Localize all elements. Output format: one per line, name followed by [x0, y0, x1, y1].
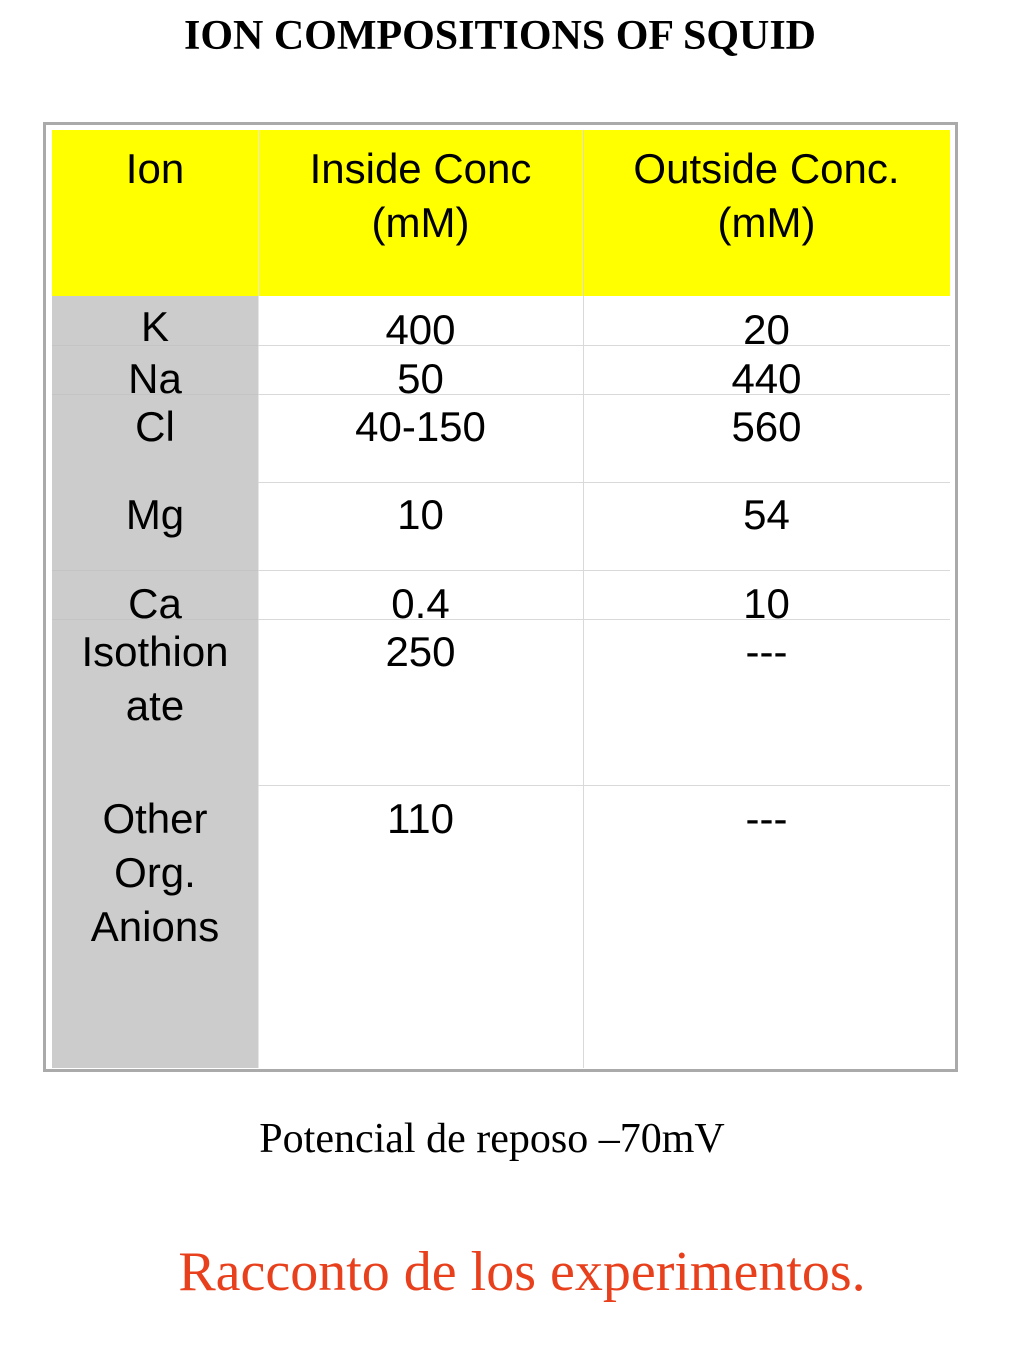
grid-line — [52, 394, 258, 395]
cell-ion: Cl — [135, 403, 175, 450]
cell-ion: Other Org. Anions — [90, 795, 220, 950]
cell-ion: Isothion ate — [81, 628, 229, 729]
cell-inside: 250 — [385, 628, 456, 675]
grid-line — [52, 345, 258, 346]
cell-inside: 50 — [397, 355, 444, 394]
grid-line — [258, 785, 950, 786]
cell-outside: --- — [745, 795, 788, 842]
cell-outside: 440 — [731, 355, 802, 394]
cell-outside: --- — [745, 628, 788, 675]
cell-outside: 10 — [743, 580, 790, 619]
cell-ion: Ca — [128, 580, 182, 619]
experiments-subtitle: Racconto de los experimentos. — [178, 1241, 866, 1303]
ion-composition-table — [43, 122, 958, 1072]
grid-line — [258, 394, 950, 395]
cell-inside: 400 — [385, 306, 456, 345]
page-title: ION COMPOSITIONS OF SQUID — [183, 13, 817, 59]
cell-ion: K — [140, 303, 169, 345]
grid-line — [258, 570, 950, 571]
header-ion: Ion — [52, 130, 258, 296]
cell-outside: 20 — [743, 306, 790, 345]
header-inside-conc: Inside Conc (mM) — [258, 130, 583, 296]
cell-inside: 0.4 — [391, 580, 450, 619]
cell-ion: Na — [128, 355, 182, 394]
cell-outside: 560 — [731, 403, 802, 450]
grid-line — [258, 619, 950, 620]
cell-inside: 110 — [387, 795, 454, 842]
grid-line — [258, 482, 950, 483]
header-outside-conc: Outside Conc. (mM) — [583, 130, 950, 296]
cell-inside: 10 — [397, 491, 444, 538]
grid-line — [258, 345, 950, 346]
cell-ion: Mg — [125, 491, 185, 538]
resting-potential-note: Potencial de reposo –70mV — [259, 1116, 725, 1162]
cell-outside: 54 — [743, 491, 790, 538]
grid-line — [52, 619, 258, 620]
cell-inside: 40-150 — [355, 403, 486, 450]
grid-line — [52, 570, 258, 571]
